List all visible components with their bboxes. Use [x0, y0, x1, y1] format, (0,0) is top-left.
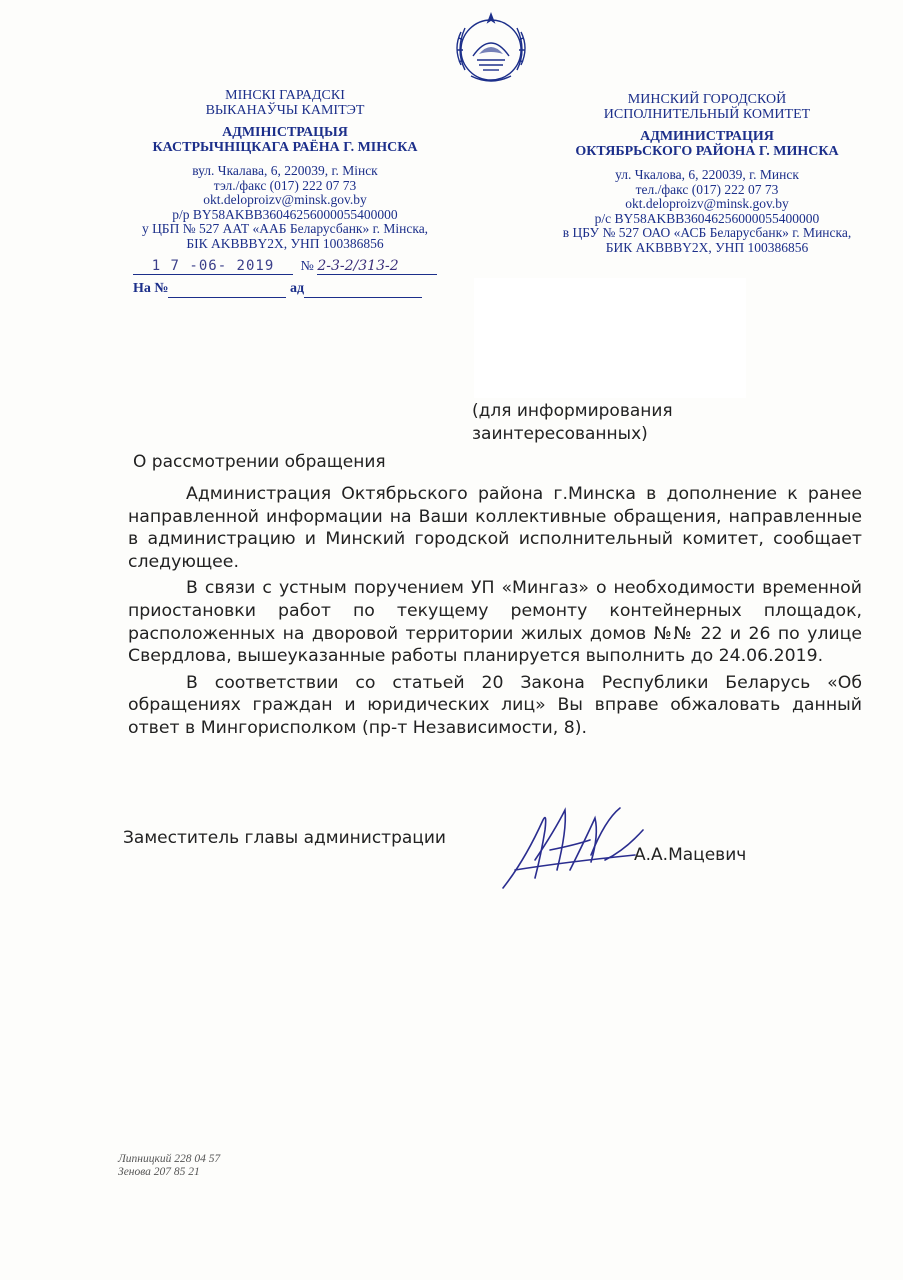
account-line: р/с BY58AKBB36046256000055400000 — [594, 210, 820, 226]
email-line: okt.deloproizv@minsk.gov.by — [625, 196, 789, 212]
email-line: okt.deloproizv@minsk.gov.by — [203, 192, 367, 208]
bik-line: БІК AKBBBY2X, УНП 100386856 — [186, 235, 384, 251]
body-paragraph: В соответствии со статьей 20 Закона Республики Беларусь «Об обращениях граждан и юридических лиц» Вы вправе обжаловать данный ответ в Мингорисполком (пр-т Независимости, 8). — [128, 672, 862, 738]
administration-line2: ОКТЯБРЬСКОГО РАЙОНА Г. МИНСКА — [575, 144, 839, 159]
org-name-line2: ИСПОЛНИТЕЛЬНЫЙ КОМИТЕТ — [603, 107, 811, 122]
org-name-line1: МІНСКІ ГАРАДСКІ — [225, 88, 345, 103]
recipient-line1: (для информирования — [472, 401, 673, 421]
recipient-line2: заинтересованных) — [472, 424, 648, 444]
registration-block — [133, 258, 433, 294]
ref-label: На № — [133, 281, 169, 296]
phone-line: тэл./факс (017) 222 07 73 — [213, 177, 357, 193]
letterhead-russian — [532, 92, 882, 256]
address-line: ул. Чкалова, 6, 220039, г. Минск — [615, 167, 799, 182]
body-paragraph: Администрация Октябрьского района г.Минска в дополнение к ранее направленной информации на Ваши коллективные обращения, направленные в администрацию и Минский городской исполнительный комитет, сообщает следующее. — [128, 484, 862, 572]
phone-line: тел./факс (017) 222 07 73 — [635, 181, 779, 197]
letterhead-belarusian — [120, 88, 450, 252]
address-line: вул. Чкалава, 6, 220039, г. Мінск — [192, 163, 378, 178]
account-line: р/р BY58AKBB36046256000055400000 — [172, 206, 398, 222]
footer-contacts — [118, 1153, 220, 1179]
org-name-line1: МИНСКИЙ ГОРОДСКОЙ — [627, 92, 787, 107]
redacted-address — [474, 278, 746, 398]
coat-of-arms-icon — [451, 10, 531, 90]
letter-body — [128, 483, 862, 744]
date-stamp: 1 7 -06- 2019 — [133, 258, 293, 275]
administration-line1: АДМІНІСТРАЦЫЯ — [222, 125, 348, 140]
bank-line: в ЦБУ № 527 ОАО «АСБ Беларусбанк» г. Минска, — [562, 225, 852, 241]
footer-contact: Зенова 207 85 21 — [118, 1166, 200, 1178]
signer-title: Заместитель главы администрации — [123, 828, 446, 848]
address-block — [120, 164, 450, 252]
recipient-block — [472, 400, 673, 446]
ref-number-blank — [168, 281, 286, 298]
administration-line1: АДМИНИСТРАЦИЯ — [640, 129, 774, 144]
footer-contact: Липницкий 228 04 57 — [118, 1153, 221, 1165]
bank-line: у ЦБП № 527 ААТ «ААБ Беларусбанк» г. Мінска, — [141, 221, 429, 237]
number-label: № — [300, 259, 314, 274]
outgoing-number: 2-3-2/313-2 — [317, 258, 437, 275]
body-paragraph: В связи с устным поручением УП «Мингаз» о необходимости временной приостановки работ по текущему ремонту контейнерных площадок, расположенных на дворовой территории жилых домов №№ 22 и 26 по улице Свердлова, вышеуказанные работы планируется выполнить до 24.06.2019. — [128, 578, 862, 667]
subject-line: О рассмотрении обращения — [133, 452, 386, 472]
org-name-line2: ВЫКАНАЎЧЫ КАМІТЭТ — [205, 103, 365, 118]
address-block — [532, 168, 882, 256]
signer-name: А.А.Мацевич — [634, 845, 747, 865]
ref-suffix: ад — [289, 281, 305, 296]
bik-line: БИК AKBBBY2X, УНП 100386856 — [605, 239, 809, 255]
administration-line2: КАСТРЫЧНІЦКАГА РАЁНА Г. МІНСКА — [152, 140, 418, 155]
ref-date-blank — [304, 281, 422, 298]
